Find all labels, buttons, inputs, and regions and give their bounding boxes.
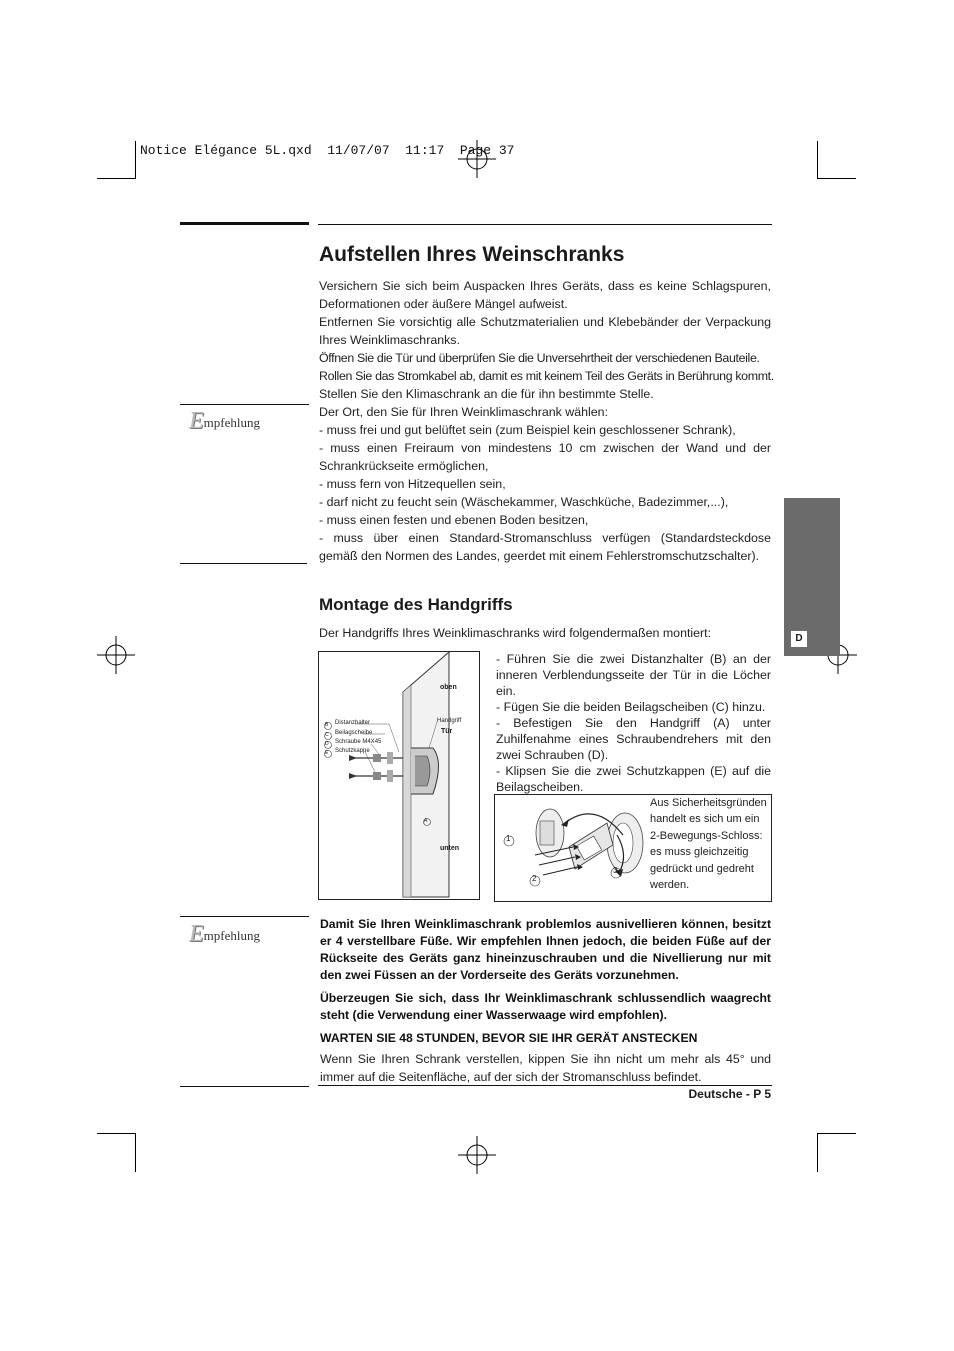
marker-c: C	[325, 732, 329, 738]
registration-mark-icon	[97, 636, 135, 674]
lock-figure	[494, 794, 772, 902]
crop-mark	[135, 141, 136, 178]
label-distanzhalter: Distanzhalter	[335, 720, 371, 726]
tip-label	[189, 921, 260, 947]
bottom-rule	[318, 1085, 772, 1086]
tip-text: mpfehlung	[203, 928, 260, 943]
section-intro: Der Handgriffs Ihres Weinklimaschranks wird folgendermaßen montiert:	[319, 626, 712, 640]
lock-step-3: 3	[613, 866, 618, 875]
crop-mark	[817, 141, 818, 178]
warning-text: WARTEN SIE 48 STUNDEN, BEVOR SIE IHR GERÄT ANSTECKEN	[320, 1031, 698, 1045]
crop-mark	[97, 1133, 136, 1134]
list-item: - darf nicht zu feucht sein (Wäschekammer, Waschküche, Badezimmer,...),	[319, 495, 729, 509]
label-schutzkappe: Schutzkappe	[335, 748, 370, 754]
label-oben: oben	[440, 684, 457, 691]
crop-mark	[817, 1134, 818, 1172]
tip-label	[189, 408, 260, 434]
paragraph: Der Ort, den Sie für Ihren Weinklimaschrank wählen:	[319, 405, 609, 419]
lock-diagram-icon	[495, 795, 649, 901]
leveling-notes	[320, 916, 771, 1053]
crop-mark	[817, 1133, 856, 1134]
list-item: - Klipsen Sie die zwei Schutzkappen (E) auf die Beilagscheiben.	[496, 764, 771, 794]
print-slug: Notice Elégance 5L.qxd 11/07/07 11:17 Page 37	[140, 143, 515, 158]
paragraph: Entfernen Sie vorsichtig alle Schutzmaterialien und Klebebänder der Verpackung Ihres Weinklimaschranks.	[319, 315, 771, 347]
list-item: - muss über einen Standard-Stromanschluss verfügen (Standardsteckdose gemäß den Normen des Landes, geerdet mit einem Fehlerstromschutzschalter).	[319, 531, 771, 563]
final-paragraph: Wenn Sie Ihren Schrank verstellen, kippen Sie ihn nicht um mehr als 45° und immer auf die Seitenfläche, auf der sich der Stromanschluss befindet.	[320, 1052, 771, 1084]
marker-b: B	[325, 722, 329, 728]
marker-a: A	[424, 818, 428, 824]
marker-d: D	[325, 741, 329, 747]
list-item: - muss fern von Hitzequellen sein,	[319, 477, 506, 491]
tip-rule-top	[180, 404, 309, 405]
label-beilagscheibe: Beilagscheibe	[335, 730, 373, 736]
marker-e: E	[325, 750, 329, 756]
page-title: Aufstellen Ihres Weinschranks	[319, 243, 625, 266]
paragraph: Öffnen Sie die Tür und überprüfen Sie die Unversehrtheit der verschiedenen Bauteile.	[319, 351, 760, 365]
tip-rule-bottom	[180, 563, 307, 564]
registration-mark-icon	[458, 1136, 496, 1174]
section1-body	[319, 277, 774, 565]
language-tab-label: D	[791, 631, 807, 647]
label-handgriff: Handgriff	[437, 718, 462, 724]
paragraph: Versichern Sie sich beim Auspacken Ihres Geräts, dass es keine Schlagspuren, Deformationen oder äußere Mängel aufweist.	[319, 279, 771, 311]
top-rule-right	[318, 224, 772, 225]
top-rule-left	[180, 222, 309, 225]
crop-mark	[817, 178, 856, 179]
tip-initial: E	[189, 408, 204, 434]
lock-step-2: 2	[532, 874, 537, 883]
page-footer: Deutsche - P 5	[688, 1087, 771, 1101]
language-tab	[784, 498, 840, 656]
paragraph: Überzeugen Sie sich, dass Ihr Weinklimaschrank schlussendlich waagrecht steht (die Verwendung einer Wasserwaage wird empfohlen).	[320, 991, 771, 1022]
tip-rule-bottom	[180, 1086, 309, 1087]
paragraph: Stellen Sie den Klimaschrank an die für ihn bestimmte Stelle.	[319, 387, 654, 401]
list-item: - Befestigen Sie den Handgriff (A) unter Zuhilfenahme eines Schraubendrehers mit den zwei Schrauben (D).	[496, 716, 771, 762]
list-item: - Fügen Sie die beiden Beilagscheiben (C) hinzu.	[496, 700, 766, 714]
list-item: - muss frei und gut belüftet sein (zum Beispiel kein geschlossener Schrank),	[319, 423, 736, 437]
label-tuer: Tür	[441, 728, 453, 735]
crop-mark	[97, 178, 136, 179]
crop-mark	[135, 1134, 136, 1172]
list-item: - muss einen Freiraum von mindestens 10 cm zwischen der Wand und der Schrankrückseite ermöglichen,	[319, 441, 771, 473]
paragraph: Damit Sie Ihren Weinklimaschrank problemlos ausnivellieren können, besitzt er 4 verstellbare Füße. Wir empfehlen Ihnen jedoch, die beiden Füße auf der Rückseite des Geräts ganz hineinzuschrauben und die Nivellierung nur mit den zwei Füssen an der Vorderseite des Geräts vorzunehmen.	[320, 917, 771, 982]
label-unten: unten	[440, 845, 460, 852]
tip-initial: E	[189, 921, 204, 947]
lock-caption: Aus Sicherheitsgründen handelt es sich um ein 2-Bewegungs-Schloss: es muss gleichzeitig gedrückt und gedreht werden.	[650, 797, 767, 892]
tip-rule-top	[180, 916, 309, 917]
handle-assembly-figure	[318, 651, 480, 900]
list-item: - Führen Sie die zwei Distanzhalter (B) an der inneren Verblendungsseite der Tür in die Löcher ein.	[496, 652, 771, 698]
tip-text: mpfehlung	[203, 415, 260, 430]
section-title: Montage des Handgriffs	[319, 595, 513, 614]
paragraph: Rollen Sie das Stromkabel ab, damit es mit keinem Teil des Geräts in Berührung kommt.	[319, 369, 774, 383]
assembly-steps	[496, 651, 771, 795]
lock-step-1: 1	[506, 834, 511, 843]
label-schraube: Schraube M4X45	[335, 739, 382, 745]
list-item: - muss einen festen und ebenen Boden besitzen,	[319, 513, 589, 527]
